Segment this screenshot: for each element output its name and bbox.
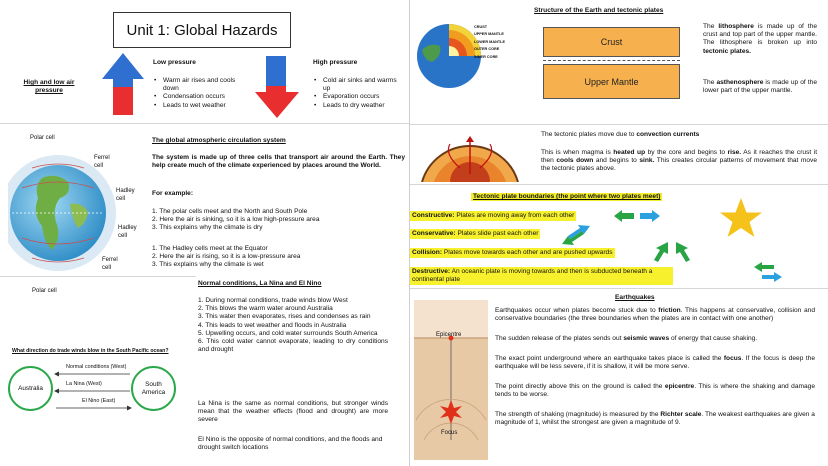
earthquake-diagram <box>414 300 488 460</box>
polar-explanation <box>152 208 402 233</box>
earthquake-p1: Earthquakes occur when plates become stuck due to friction. This happens at conservative, collision and conservative boundaries (the three boundaries when the plates are in contact with one another) <box>495 307 816 323</box>
el-nino-paragraph: El Nino is the opposite of normal conditions, and the floods and drought switch locations <box>198 436 383 452</box>
normal-wind-label: Normal conditions (West) <box>66 364 127 370</box>
asthenosphere-text: The asthenosphere is made up of the lower part of the upper mantle. <box>703 79 817 95</box>
ferrel-cell-label-top: Ferrel cell <box>94 155 110 170</box>
polar-cell-label-top: Polar cell <box>30 135 55 141</box>
hadley-cell-label-bottom: Hadley cell <box>118 225 137 240</box>
list-item: • Condensation occurs <box>153 93 249 101</box>
divider-right-2 <box>410 184 828 185</box>
rising-air-arrow <box>100 51 146 117</box>
boundaries-heading: Tectonic plate boundaries (the point where two plates meet) <box>473 193 661 200</box>
title-box <box>113 12 291 48</box>
list-item: 3. This water then evaporates, rises and condenses as rain <box>198 313 371 321</box>
enso-heading: Normal conditions, La Nina and El Nino <box>198 280 322 287</box>
high-pressure-list <box>313 77 405 110</box>
convection-line: The tectonic plates move due to convection currents <box>541 131 700 138</box>
list-item: 3. This explains why the climate is wet <box>152 261 264 269</box>
lithosphere-text: The lithosphere is made up of the crust and top part of the upper mantle. The lithosphere is broken up into tectonic plates. <box>703 23 817 55</box>
collision-arrows <box>650 240 694 262</box>
list-item: 6. This cold water cannot evaporate, leading to dry conditions and drought <box>198 338 388 354</box>
destructive-arrows <box>754 262 782 282</box>
earthquake-p2: The sudden release of the plates sends out seismic waves of energy that cause shaking. <box>495 335 758 342</box>
list-item: • Cold air sinks and warms up <box>313 77 405 93</box>
structure-heading: Structure of the Earth and tectonic plates <box>534 7 664 14</box>
conservative-arrows <box>560 224 592 246</box>
ferrel-cell-label-bottom: Ferrel cell <box>102 257 118 272</box>
list-item: 2. Here the air is sinking, so it is a low high-pressure area <box>152 216 320 224</box>
sinking-air-arrow <box>253 54 301 120</box>
list-item: 1. The polar cells meet and the North and South Pole <box>152 208 308 215</box>
crust-layer: Crust <box>543 27 680 57</box>
divider-left-1 <box>0 123 409 124</box>
earthquake-p5: The strength of shaking (magnitude) is measured by the Richter scale. The weakest earthquakes are given a magnitude of 1, whilst the strongest are given a magnitude of 9. <box>495 411 815 427</box>
list-item: 2. This blows the warm water around Australia <box>198 305 333 313</box>
hadley-explanation <box>152 245 402 270</box>
upper-mantle-layer: Upper Mantle <box>543 64 680 99</box>
star-icon <box>718 196 764 240</box>
enso-list <box>198 297 388 354</box>
list-item: • Leads to wet weather <box>153 102 249 110</box>
convection-diagram <box>420 128 520 182</box>
divider-right-1 <box>410 124 828 125</box>
trade-winds-question: What direction do trade winds blow in the South Pacific ocean? <box>12 348 169 354</box>
circulation-intro: The system is made up of three cells that transport air around the Earth. They help create much of the climate experienced by places around the World. <box>152 154 405 170</box>
layer-dashed-line <box>543 60 680 61</box>
list-item: 4. This leads to wet weather and floods in Australia <box>198 321 347 329</box>
earthquake-p3: The exact point underground where an earthquake takes place is called the focus. If the focus is deep the earthquake will be less severe, if it is shallow, it will be more serve. <box>495 355 815 371</box>
la-nina-paragraph: La Nina is the same as normal conditions, but stronger winds mean that the weather effects (flood and drought) are more severe <box>198 400 388 424</box>
list-item: 3. This explains why the climate is dry <box>152 224 263 232</box>
pressure-heading: High and low air pressure <box>23 79 75 95</box>
high-pressure-title: High pressure <box>313 59 358 66</box>
epicentre-label: Epicentre <box>436 332 462 338</box>
conservative-row: Conservative: Plates slide past each other <box>410 229 540 239</box>
constructive-arrows <box>614 208 660 224</box>
convection-text: This is when magma is heated up by the core and begins to rise. As it reaches the crust it then cools down and begins to sink. This creates circular patterns of movement that move the tectonic plates above. <box>541 149 818 173</box>
el-nino-wind-arrow <box>54 405 132 411</box>
divider-right-3 <box>410 288 828 289</box>
earthquake-p4: The point directly above this on the ground is called the epicentre. This is where the shaking and damage tends to be worse. <box>495 383 815 399</box>
list-item: 2. Here the air is rising, so it is a low-pressure area <box>152 253 301 261</box>
circulation-heading: The global atmospheric circulation system <box>152 137 286 144</box>
earthquakes-heading: Earthquakes <box>615 294 655 301</box>
el-nino-wind-label: El Nino (East) <box>82 398 116 404</box>
page-title: Unit 1: Global Hazards <box>126 21 278 39</box>
la-nina-wind-label: La Nina (West) <box>66 381 102 387</box>
list-item: • Leads to dry weather <box>313 102 405 110</box>
hadley-cell-label-top: Hadley cell <box>116 188 135 203</box>
list-item: 5. Upwelling occurs, and cold water surrounds South America <box>198 329 378 337</box>
destructive-row: Destructive: An oceanic plate is moving towards and then is subducted beneath a continental plate <box>410 267 673 285</box>
low-pressure-list <box>153 77 249 110</box>
collision-row: Collision: Plates move towards each other and are pushed upwards <box>410 248 615 258</box>
core-labels: CRUST UPPER MANTLE LOWER MANTLE OUTER CORE INNER CORE <box>474 25 506 59</box>
list-item: • Evaporation occurs <box>313 93 405 101</box>
focus-label: Focus <box>441 430 458 436</box>
low-pressure-title: Low pressure <box>153 59 196 66</box>
constructive-row: Constructive: Plates are moving away from each other <box>410 211 576 221</box>
australia-circle <box>8 366 53 411</box>
south-america-circle <box>131 366 176 411</box>
list-item: • Warm air rises and cools down <box>153 77 249 93</box>
australia-label: Australia <box>18 385 43 392</box>
polar-cell-label-bottom: Polar cell <box>32 288 57 294</box>
south-america-label: South America <box>141 381 166 396</box>
normal-wind-arrow <box>54 371 132 377</box>
list-item: 1. The Hadley cells meet at the Equator <box>152 245 268 252</box>
list-item: 1. During normal conditions, trade winds blow West <box>198 297 348 304</box>
la-nina-wind-arrow <box>54 388 132 394</box>
for-example-label: For example: <box>152 190 194 197</box>
